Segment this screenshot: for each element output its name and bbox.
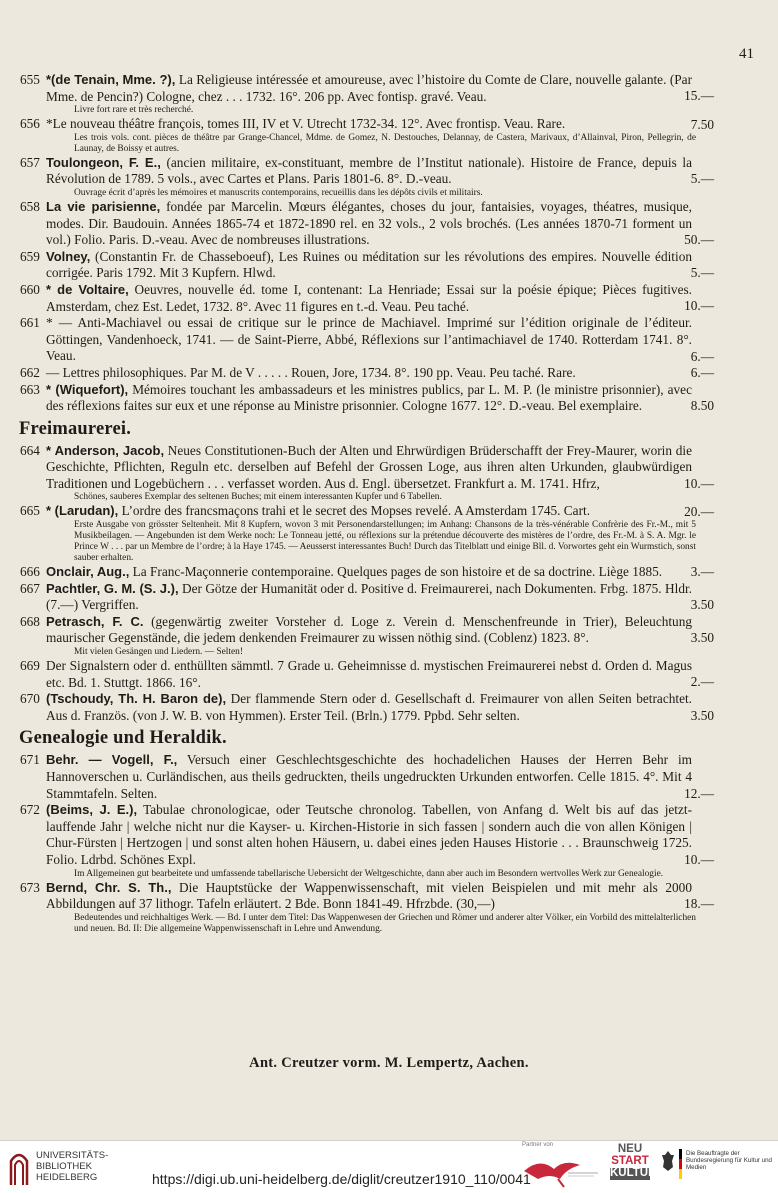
catalog-entry	[20, 802, 714, 879]
catalog-entry	[20, 564, 714, 581]
entry-number: 655	[20, 72, 40, 87]
neustart-word-3: KULTUR	[610, 1167, 657, 1179]
entry-author: Toulongeon, F. E.,	[46, 154, 161, 170]
entry-number: 665	[20, 503, 40, 519]
entry-price: 3.50	[690, 630, 714, 646]
entry-author: *(de Tenain, Mme. ?),	[46, 72, 176, 87]
publisher-imprint: Ant. Creutzer vorm. M. Lempertz, Aachen.	[249, 1055, 529, 1071]
entry-body	[46, 72, 714, 105]
entry-author: Pachtler, G. M. (S. J.),	[46, 580, 179, 596]
entry-price: 18.—	[684, 895, 714, 911]
entry-number: 660	[20, 281, 40, 297]
entry-number: 659	[20, 248, 40, 264]
catalog-entry	[20, 658, 714, 691]
entry-author: * Anderson, Jacob,	[46, 442, 165, 458]
entry-price: 3.50	[690, 707, 714, 723]
entry-note: Schönes, sauberes Exemplar des seltenen Buches; mit einem interessanten Kupfer und 6 Tabellen.	[74, 492, 442, 503]
entry-author: La vie parisienne,	[46, 198, 161, 214]
entry-note: Erste Ausgabe von grösster Seltenheit. Mit 8 Kupfern, wovon 3 mit Personendarstellungen; im Anhang: Chansons de la très-vénérable Confrèrie des Fr.-M., mit 5 Musikbeilagen. — Angebunden ist dem Werke noch: Le Tonneau jetté, ou réflexions sur la prétendue découverte des mistères de l’ordre, des Fr.-M. à S. A. Mgr. le Prince W . . . par un Membre de l’ordre; à la Haye 1745. — Aeusserst interessantes Buch! Durch das Titelblatt und einige Bll. d. Vorwortes geht ein Wurmstich, sonst sauber erhalten.	[74, 520, 696, 564]
entry-number: 656	[20, 116, 40, 132]
entry-author: Onclair, Aug.,	[46, 564, 130, 580]
ub-heidelberg-logo[interactable]	[8, 1147, 148, 1187]
catalog-entry	[20, 879, 714, 935]
entry-body	[46, 879, 714, 913]
entry-body	[46, 613, 714, 647]
entry-description: La Franc-Maçonnerie contemporaine. Quelques pages de son histoire et de sa doctrine. Liège 1885.	[132, 564, 663, 580]
entry-number: 661	[20, 315, 40, 331]
entry-body	[46, 116, 714, 133]
entry-number: 662	[20, 364, 40, 380]
catalog-entry	[20, 752, 714, 802]
entry-body	[46, 281, 714, 315]
entry-body	[46, 364, 714, 382]
entry-description: La Religieuse intéressée et amoureuse, avec l’histoire du Comte de Clare, nouvelle galante. (Par Mme. de Pencin?) Cologne, chez . . . 1732. 16°. 206 pp. Avec fontisp. gravé. Veau.	[46, 72, 692, 104]
catalog-entry	[20, 154, 714, 199]
entry-number: 657	[20, 154, 40, 170]
entry-number: 671	[20, 752, 40, 768]
entries-list-c	[20, 752, 714, 934]
entry-body	[46, 580, 714, 614]
entry-note: Livre fort rare et très recherché.	[74, 105, 194, 116]
entry-price: 20.—	[684, 503, 714, 519]
catalog-entry	[20, 613, 714, 658]
entry-price: 5.—	[690, 171, 714, 187]
catalog-entry	[20, 315, 714, 365]
catalog-entry	[20, 442, 714, 504]
entry-description: * — Anti-Machiavel ou essai de critique sur le prince de Machiavel. Imprimé sur l’édition originale de l’éditeur. Göttingen, Vandenhoeck, 1741. — de Saint-Pierre, Abbé, Réflexions sur l’antimachiavel de 1740. Rotterdam 1741. 8°. Veau.	[46, 315, 692, 364]
page-number: 41	[739, 46, 754, 62]
entries-list-a	[20, 72, 714, 415]
entry-description: (ancien militaire, ex-constituant, membre de l’Institut nationale). Histoire de France, depuis la Révolution de 1789. 5 vols., avec Cartes et Plans. Paris 1801-6. 8°. D.-veau.	[46, 154, 693, 187]
entry-note: Im Allgemeinen gut bearbeitete und umfassende tabellarische Uebersicht der Weltgeschichte, dann aber auch im Besondern wertvolles Werk zur Genealogie.	[74, 868, 664, 879]
entry-price: 6.—	[690, 348, 714, 364]
entry-price: 10.—	[684, 476, 714, 492]
entry-price: 10.—	[684, 851, 714, 867]
entry-body	[46, 248, 714, 282]
entry-price: 50.—	[684, 232, 714, 248]
entry-author: Behr. — Vogell, F.,	[46, 752, 178, 768]
catalog-entry	[20, 364, 714, 382]
entry-description: (Constantin Fr. de Chasseboeuf), Les Ruines ou méditation sur les révolutions des empires. Nouvelle édition corrigée. Paris 1792. Mit 3 Kupfern. Hlwd.	[46, 248, 692, 281]
entry-number: 673	[20, 879, 40, 895]
entry-price: 7.50	[690, 116, 714, 132]
partner-label: Partner von	[522, 1142, 554, 1148]
entry-description: Neues Constitutionen-Buch der Alten und Ehrwürdigen Brüderschafft der Frey-Maurer, worin die Geschichte, Pflichten, Reguln etc. derselben auf Befehl der Grossen Loge, aus ihren alten Urkunden, glaubwürdigen Traditionen und Logebüchern . . . verfasset worden. Aus d. Engl. übersetzet. Frankfurt a. M. 1741. Hfrz,	[46, 442, 692, 491]
entry-author: * (Larudan),	[46, 503, 119, 519]
catalog-content	[19, 72, 714, 935]
library-name-line3: HEIDELBERG	[36, 1172, 98, 1183]
library-name-line2: BIBLIOTHEK	[36, 1161, 92, 1172]
entry-author: * (Wiquefort),	[46, 381, 129, 397]
permalink-url[interactable]: https://digi.ub.uni-heidelberg.de/diglit/creutzer1910_110/0041	[152, 1171, 531, 1187]
catalog-entry	[20, 503, 714, 564]
entry-description: L’ordre des francsmaçons trahi et le secret des Mopses revelé. A Amsterdam 1745. Cart.	[121, 503, 591, 519]
bkm-logo[interactable]	[661, 1147, 775, 1187]
entry-body	[46, 442, 714, 493]
entry-author: * de Voltaire,	[46, 281, 129, 297]
entry-description: Mémoires touchant les ambassadeurs et les ministres publics, par L. M. P. (le ministre prisonnier), avec des réflexions faites sur eux et une réponse au Ministre prisonnier. Cologne 1677. 12°. D.-veau. Bel exemplaire.	[46, 381, 692, 414]
entry-price: 3.50	[690, 597, 714, 613]
entry-body	[46, 564, 714, 581]
catalog-entry	[20, 691, 714, 724]
german-flag-stripe-icon	[679, 1149, 682, 1179]
entry-body	[46, 658, 714, 691]
entry-number: 669	[20, 658, 40, 674]
entry-number: 670	[20, 691, 40, 707]
library-name-line1: UNIVERSITÄTS-	[36, 1150, 109, 1161]
bkm-text: Die Beauftragte der Bundesregierung für Kultur und Medien	[686, 1150, 772, 1171]
entry-note: Les trois vols. cont. pièces de théâtre par Grange-Chancel, Mdme. de Gomez, N. Destouches, Delannay, de Castera, Marivaux, d’Allainval, Piron, Pellegrin, de Launay, de Boissy et autres.	[74, 132, 696, 154]
entries-list-b	[20, 442, 714, 725]
catalog-entry	[20, 248, 714, 282]
neustart-word-1: NEU	[617, 1143, 643, 1155]
entry-price: 12.—	[684, 785, 714, 801]
entry-number: 658	[20, 198, 40, 214]
entry-price: 5.—	[690, 265, 714, 281]
entry-description: Der flammende Stern oder d. Gesellschaft d. Freimaurer von allen Seiten betrachtet. Aus d. Französ. (von J. W. B. von Hymmen). Erster Teil. (Brln.) 1779. Ppbd. Sehr selten.	[46, 691, 693, 723]
entry-description: — Lettres philosophiques. Par M. de V . . . . . Rouen, Jore, 1734. 8°. 190 pp. Veau. Peu taché. Rare.	[46, 364, 576, 380]
entry-description: Oeuvres, nouvelle éd. tome I, contenant: La Henriade; Essai sur la poésie épique; Pièces fugitives. Amsterdam, chez Est. Ledet, 1732. 8°. Avec 11 figures en t.-d. Veau. Peu taché.	[46, 281, 692, 314]
entry-description: *Le nouveau théâtre françois, tomes III, IV et V. Utrecht 1732-34. 12°. Avec frontisp. Veau. Rare.	[46, 116, 566, 132]
entry-body	[46, 802, 714, 868]
entry-author: Volney,	[46, 248, 91, 264]
entry-description: Versuch einer Geschlechtsgeschichte des hochadelichen Hauses der Herren Behr im Hannoverschen u. Curländischen, aus theils gedruckten, theils ungedruckten Urkunden entworfen. Celle 1815. 4°. Mit 4 Stammtafeln. Selten.	[46, 752, 692, 801]
entry-price: 8.50	[690, 397, 714, 413]
entry-number: 666	[20, 564, 40, 580]
entry-author: Petrasch, F. C.	[46, 613, 144, 629]
catalog-entry	[20, 381, 714, 415]
entry-number: 667	[20, 580, 40, 596]
entry-body	[46, 381, 714, 415]
entry-body	[46, 198, 714, 249]
entry-body	[46, 752, 714, 802]
catalog-entry	[20, 281, 714, 315]
neustart-word-2: START	[611, 1154, 649, 1167]
section-heading-genealogie: Genealogie und Heraldik.	[19, 728, 227, 749]
entry-body	[46, 691, 714, 724]
entry-body	[46, 154, 714, 188]
entry-author: (Tschoudy, Th. H. Baron de),	[46, 691, 227, 707]
entry-price: 6.—	[690, 365, 714, 381]
library-emblem-icon	[8, 1147, 30, 1187]
entry-description: Der Götze der Humanität oder d. Positive d. Freimaurerei, nach Dokumenten. Frbg. 1875. Hldr. (7.—) Vergriffen.	[46, 580, 692, 613]
entry-description: Tabulae chronologicae, oder Teutsche chronolog. Tabellen, von Anfang d. Welt bis auf das jetzt-lauffende Jahr | welche nicht nur die Kayser- u. Kirchen-Historie in sich fassen | sondern auch die von allen Königen | Chur-Fürsten | Hertzogen | und sonst alten hohen Häusern, u. dabei eines jeden Hauses Historie . . . Braunschweig 1725. Folio. Ldrbd. Schönes Expl.	[46, 802, 693, 867]
entry-price: 10.—	[684, 298, 714, 314]
entry-body	[46, 503, 714, 520]
entry-price: 3.—	[690, 564, 714, 580]
catalog-entry	[20, 198, 714, 249]
catalog-entry	[20, 580, 714, 614]
section-heading-freimaurerei: Freimaurerei.	[19, 418, 132, 439]
entry-price: 2.—	[690, 674, 714, 690]
entry-number: 664	[20, 442, 40, 458]
entry-number: 672	[20, 802, 40, 818]
federal-eagle-icon	[661, 1149, 675, 1173]
entry-note: Mit vielen Gesängen und Liedern. — Selten!	[74, 647, 243, 658]
entry-description: Die Hauptstücke der Wappenwissenschaft, mit vielen Beispielen und mit mehr als 2000 Abbildungen auf 37 lithogr. Tafeln erläutert. 2 Bde. Bonn 1841-49. Hfrzbde. (30,—)	[46, 879, 692, 912]
entry-author: Bernd, Chr. S. Th.,	[46, 879, 172, 895]
partner-bird-logo-icon[interactable]	[520, 1149, 600, 1189]
entry-note: Ouvrage écrit d’après les mémoires et manuscrits contemporains, recueillis dans les dépôts civils et militairs.	[74, 187, 483, 198]
entry-description: fondée par Marcelin. Mœurs élégantes, choses du jour, fantaisies, voyages, théatres, musique, modes. Dir. Baudouin. Années 1865-74 et 1872-1890 rel. en 32 vols., 2 vols brochés. (Les années 1870-71 forment un vol.) Folio. Paris. D.-veau. Avec de nombreuses illustrations.	[46, 198, 693, 248]
entry-price: 15.—	[684, 88, 714, 104]
entry-description: (gegenwärtig zweiter Vorsteher d. Loge z. Verein d. Menschenfreunde in Trier), Beleuchtung maurischer Gegenstände, die jedem denkenden Freimaurer zu wissen nöthig sind. (Coblenz) 1823. 8°.	[46, 613, 693, 646]
neustart-kultur-logo[interactable]	[610, 1143, 657, 1190]
entry-description: Der Signalstern oder d. enthüllten sämmtl. 7 Grade u. Geheimnisse d. mystischen Freimaurerei nebst d. Orden d. Magus etc. Bd. 1. Stuttgt. 1866. 16°.	[46, 658, 692, 690]
entry-number: 663	[20, 381, 40, 397]
catalog-entry	[20, 72, 714, 116]
entry-note: Bedeutendes und reichhaltiges Werk. — Bd. I unter dem Titel: Das Wappenwesen der Griechen und Römer und anderer alter Völker, ein Vorbild des mittelalterlichen und neuen. Bd. II: Die allgemeine Wappenwissenschaft in Lehre und Anwendung.	[74, 912, 696, 934]
entry-body	[46, 315, 714, 365]
entry-number: 668	[20, 613, 40, 629]
entry-author: (Beims, J. E.),	[46, 802, 138, 818]
viewer-footer	[0, 1140, 778, 1193]
catalog-entry	[20, 116, 714, 155]
